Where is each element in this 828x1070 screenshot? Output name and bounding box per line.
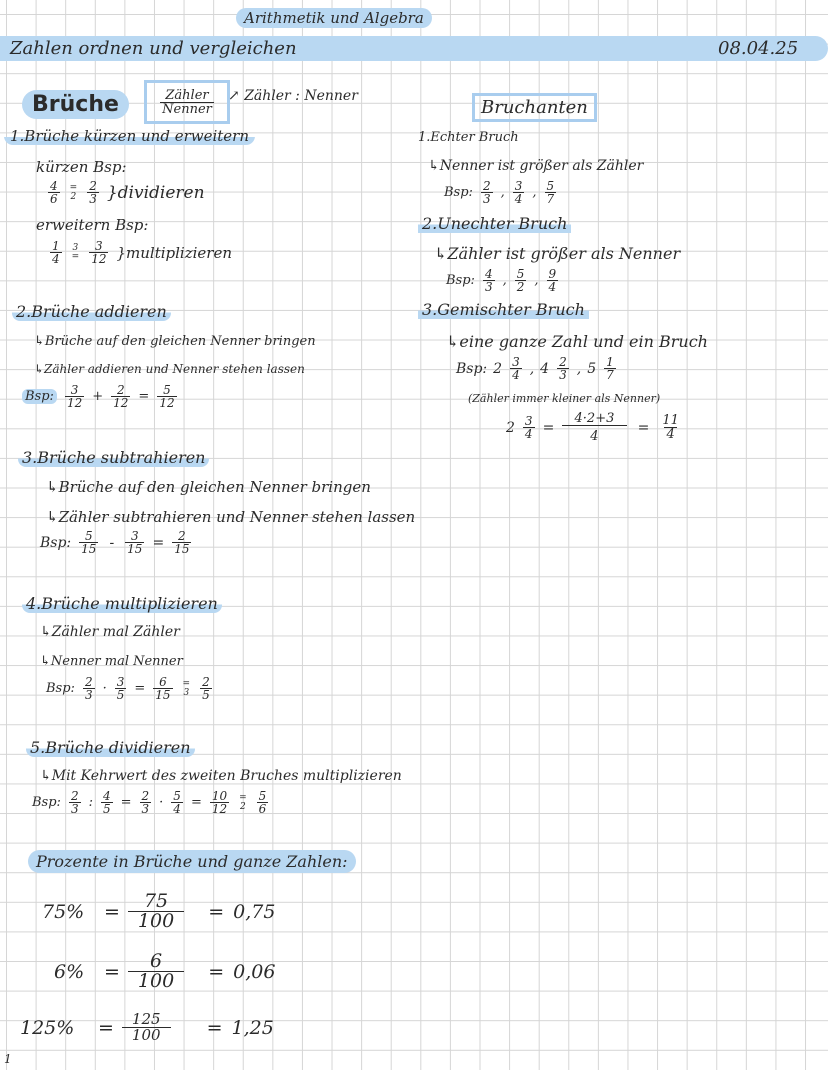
frac-num: 125: [131, 1010, 161, 1028]
frac-den: 3: [484, 280, 493, 294]
frac-den: 15: [127, 542, 143, 556]
frac-den: 15: [174, 542, 190, 556]
eq-sign: =: [104, 960, 120, 983]
eq-sign: =: [208, 960, 225, 983]
frac-num: 11: [662, 413, 679, 428]
frac-den: 4: [173, 802, 181, 816]
frac-den: 6: [50, 192, 58, 206]
frac-den: 5: [102, 802, 111, 816]
multiplizieren-label: }multiplizieren: [116, 243, 233, 262]
percent-row-3: [20, 1012, 274, 1043]
frac-den: 4: [512, 368, 520, 382]
frac-num: 2: [202, 675, 210, 689]
frac-den: 2: [516, 280, 525, 294]
frac-den: 12: [91, 252, 107, 266]
eq-sign: =: [69, 182, 78, 193]
eq-sign: =: [98, 1016, 114, 1039]
frac-den: 4: [52, 252, 60, 266]
eq-sign: =: [208, 900, 225, 923]
frac-num: 5: [163, 383, 171, 397]
frac-den: 15: [155, 688, 171, 702]
page-number: 1: [4, 1052, 12, 1066]
type-2-title: 2.Unechter Bruch: [418, 214, 571, 233]
divide-sign: :: [88, 795, 93, 810]
frac-num: 5: [173, 789, 181, 803]
section-3-line-2: ↳Zähler subtrahieren und Nenner stehen lassen: [46, 508, 416, 526]
section-2-heading: 2.Brüche addieren: [12, 302, 171, 321]
frac-num: 5: [546, 179, 555, 193]
mixed-whole: 2: [506, 419, 515, 436]
frac-den: 12: [113, 396, 129, 410]
erweitern-label: erweitern Bsp:: [36, 216, 149, 234]
frac-num: 6: [159, 675, 167, 689]
section-2-line-1: ↳Brüche auf den gleichen Nenner bringen: [34, 334, 316, 349]
frac-den: 3: [482, 192, 491, 206]
frac-num: 5: [516, 267, 525, 281]
frac-den: 3: [70, 802, 79, 816]
frac-den: 100: [122, 1027, 171, 1043]
frac-den: 4: [514, 192, 523, 206]
frac-num: 4·2+3: [574, 411, 615, 426]
section-5-example: [32, 790, 270, 815]
topic-explanation: Zähler : Nenner: [244, 88, 358, 104]
bsp-label: Bsp:: [46, 681, 75, 696]
section-4-example: [46, 676, 214, 701]
type-2-desc: ↳Zähler ist größer als Nenner: [434, 244, 681, 263]
eq-sign: =: [190, 795, 202, 810]
type-2-examples: Bsp: $\frac{4}{3}$ , $\frac{5}{2}$ , $\frac{9}{4}$: [446, 267, 557, 294]
frac-num: 5: [258, 789, 267, 803]
eq-sign: =: [637, 419, 650, 436]
frac-num: 2: [559, 355, 567, 369]
frac-den: 6: [258, 802, 267, 816]
frac-den: 12: [66, 396, 83, 410]
frac-den: 4: [562, 425, 626, 443]
section-2-example: [22, 384, 179, 409]
frac-num: 10: [211, 789, 228, 803]
frac-num: 75: [143, 890, 169, 912]
plus-sign: +: [92, 389, 104, 404]
frac-num: 3: [95, 239, 103, 253]
percent-heading: Prozente in Brüche und ganze Zahlen:: [28, 850, 356, 873]
section-3-example: [40, 530, 193, 555]
frac-num: 1: [52, 239, 60, 253]
eq-sign: =: [542, 419, 555, 436]
eq-sign: =: [239, 792, 247, 803]
frac-num: 2: [116, 383, 125, 397]
bsp-label: Bsp:: [22, 389, 57, 404]
frac-den: 3: [559, 368, 567, 382]
kuerzen-example: [46, 180, 205, 205]
section-2-line-2: ↳Zähler addieren und Nenner stehen lassen: [34, 362, 305, 376]
frac-num: 4: [50, 179, 58, 193]
frac-num: 2: [178, 529, 186, 543]
mixed-whole: 2: [493, 360, 503, 377]
percent-value: 75%: [42, 900, 85, 923]
frac-num: 5: [84, 529, 93, 543]
decimal-value: 1,25: [231, 1016, 274, 1039]
frac-num: 3: [512, 355, 520, 369]
frac-num: 3: [130, 529, 139, 543]
frac-den: 4: [524, 427, 533, 441]
section-1-heading: 1.Brüche kürzen und erweitern: [4, 127, 255, 145]
frac-den: 5: [202, 688, 210, 702]
type-1-examples: Bsp: $\frac{2}{3}$ , $\frac{3}{4}$ , $\frac{5}{7}$: [444, 179, 555, 206]
bsp-label: Bsp:: [40, 534, 72, 551]
eq-factor: 3: [72, 242, 79, 253]
percent-value: 6%: [54, 960, 85, 983]
eq-sign: =: [134, 681, 146, 696]
frac-den: 3: [84, 688, 93, 702]
bsp-label: Bsp:: [446, 273, 475, 288]
section-4-heading: 4.Brüche multiplizieren: [22, 594, 222, 613]
frac-num: 6: [150, 950, 163, 972]
percent-row-1: [42, 892, 275, 931]
eq-sign: =: [206, 1016, 223, 1039]
topic-denominator: Nenner: [162, 101, 212, 117]
section-5-heading: 5.Brüche dividieren: [26, 738, 195, 757]
eq-sign: =: [71, 251, 80, 262]
frac-num: 2: [70, 789, 79, 803]
type-3-desc: ↳eine ganze Zahl und ein Bruch: [446, 332, 708, 351]
eq-sign: =: [138, 389, 150, 404]
frac-num: 3: [524, 414, 533, 428]
topic-title: Brüche: [22, 90, 129, 119]
eq-sign: =: [120, 795, 132, 810]
frac-num: 9: [548, 267, 557, 281]
frac-num: 2: [482, 179, 491, 193]
frac-den: 100: [128, 971, 184, 991]
frac-den: 12: [159, 396, 175, 410]
type-3-calculation: [506, 412, 683, 443]
bsp-label: Bsp:: [444, 185, 473, 200]
frac-num: 4: [484, 267, 493, 281]
bsp-label: Bsp:: [456, 360, 488, 377]
percent-row-2: [54, 952, 275, 991]
decimal-value: 0,75: [233, 900, 276, 923]
bsp-label: Bsp:: [32, 795, 61, 810]
frac-num: 1: [606, 355, 614, 369]
eq-sign: =: [152, 534, 165, 551]
eq-sign: =: [104, 900, 120, 923]
frac-den: 4: [666, 427, 675, 442]
frac-num: 3: [514, 179, 523, 193]
multiply-sign: ·: [102, 681, 107, 696]
fraction-types-heading: Bruchanten: [472, 93, 597, 122]
type-3-note: (Zähler immer kleiner als Nenner): [468, 392, 661, 405]
frac-num: 2: [89, 179, 97, 193]
erweitern-example: [48, 240, 232, 265]
frac-num: 3: [116, 675, 125, 689]
section-4-line-2: ↳Nenner mal Nenner: [40, 654, 183, 669]
dividieren-label: }dividieren: [106, 182, 205, 203]
eq-factor: 3: [183, 687, 190, 698]
subject-title: Arithmetik und Algebra: [236, 8, 432, 28]
section-5-line-1: ↳Mit Kehrwert des zweiten Bruches multiplizieren: [40, 768, 402, 784]
mixed-whole: 4: [540, 360, 550, 377]
frac-den: 100: [128, 911, 184, 931]
type-3-examples: Bsp: 2 $\frac{3}{4}$ , 4 $\frac{2}{3}$ , 5 $\frac{1}{7}$: [456, 355, 614, 382]
eq-sign: =: [182, 678, 191, 689]
kuerzen-label: kürzen Bsp:: [36, 158, 127, 176]
percent-value: 125%: [20, 1016, 75, 1039]
type-1-desc: ↳Nenner ist größer als Zähler: [428, 158, 644, 174]
minus-sign: -: [109, 534, 115, 551]
frac-num: 2: [141, 789, 150, 803]
decimal-value: 0,06: [233, 960, 276, 983]
multiply-sign: ·: [159, 795, 164, 810]
page-title: Zahlen ordnen und vergleichen: [10, 38, 297, 59]
mixed-whole: 5: [587, 360, 597, 377]
frac-den: 3: [89, 192, 97, 206]
date: 08.04.25: [718, 38, 799, 59]
section-4-line-1: ↳Zähler mal Zähler: [40, 624, 180, 640]
frac-den: 7: [546, 192, 555, 206]
frac-num: 4: [102, 789, 111, 803]
frac-num: 2: [84, 675, 93, 689]
frac-num: 3: [70, 383, 79, 397]
section-3-line-1: ↳Brüche auf den gleichen Nenner bringen: [46, 478, 371, 496]
frac-den: 12: [211, 802, 228, 816]
section-3-heading: 3.Brüche subtrahieren: [18, 448, 209, 467]
topic-arrow-explanation: ↗ Zähler : Nenner: [228, 88, 358, 104]
frac-den: 3: [141, 802, 150, 816]
eq-factor: 2: [70, 191, 77, 202]
type-1-title: 1.Echter Bruch: [418, 130, 519, 145]
type-3-title: 3.Gemischter Bruch: [418, 300, 589, 319]
frac-den: 15: [81, 542, 97, 556]
eq-factor: 2: [240, 801, 246, 812]
frac-den: 4: [548, 280, 557, 294]
topic-fraction-box: [144, 80, 230, 124]
topic-numerator: Zähler: [165, 87, 209, 103]
frac-den: 5: [116, 688, 125, 702]
frac-den: 7: [606, 368, 614, 382]
